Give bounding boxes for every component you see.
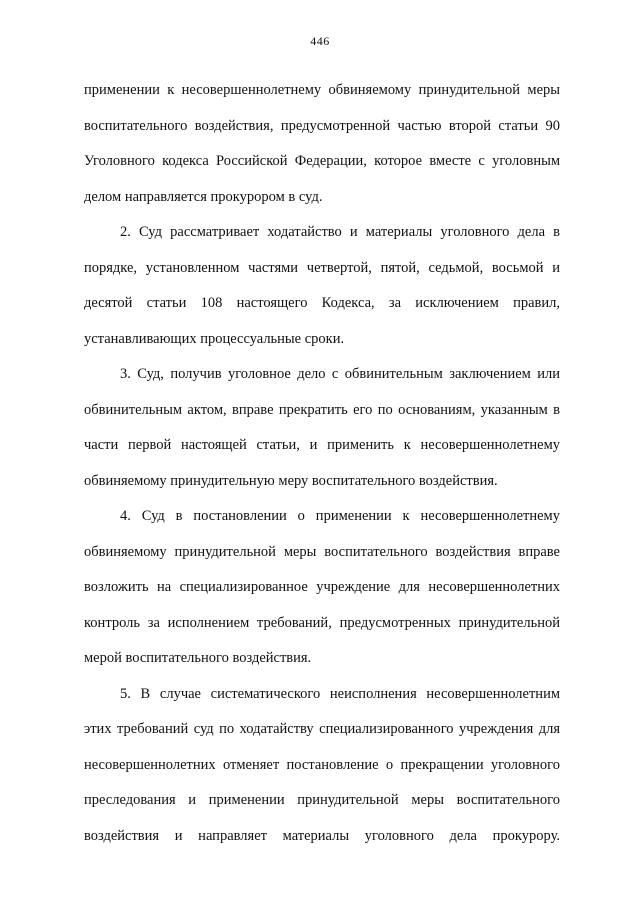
text-line: 5. В случае систематического неисполнения несовершеннолетним bbox=[120, 685, 560, 702]
text-line: 4. Суд в постановлении о применении к несовершеннолетнему bbox=[120, 508, 560, 524]
text-line: обвиняемому принудительную меру воспитательного воздействия. bbox=[84, 472, 498, 489]
text-line: воспитательного воздействия, предусмотренной частью второй статьи 90 bbox=[84, 117, 560, 134]
text-line: порядке, установленном частями четвертой, пятой, седьмой, восьмой и bbox=[84, 259, 560, 276]
text-line: преследования и применении принудительной меры воспитательного bbox=[84, 792, 560, 808]
text-line: 2. Суд рассматривает ходатайство и материалы уголовного дела в bbox=[120, 224, 560, 240]
text-line: 3. Суд, получив уголовное дело с обвинительным заключением или bbox=[120, 366, 560, 382]
text-line: обвинительным актом, вправе прекратить его по основаниям, указанным в bbox=[84, 401, 560, 418]
text-line: несовершеннолетних отменяет постановление о прекращении уголовного bbox=[84, 756, 560, 773]
text-line: Уголовного кодекса Российской Федерации, которое вместе с уголовным bbox=[84, 153, 560, 169]
text-line: применении к несовершеннолетнему обвиняемому принудительной меры bbox=[84, 82, 560, 98]
text-line: десятой статьи 108 настоящего Кодекса, за исключением правил, bbox=[84, 295, 560, 311]
text-line: контроль за исполнением требований, предусмотренных принудительной bbox=[84, 614, 560, 631]
document-body bbox=[84, 73, 560, 854]
text-line: делом направляется прокурором в суд. bbox=[84, 188, 323, 205]
text-line: устанавливающих процессуальные сроки. bbox=[84, 330, 345, 347]
text-line: мерой воспитательного воздействия. bbox=[84, 650, 312, 666]
page-number: 446 bbox=[310, 34, 330, 48]
text-line: обвиняемому принудительной меры воспитательного воздействия вправе bbox=[84, 543, 560, 560]
text-line: этих требований суд по ходатайству специализированного учреждения для bbox=[84, 721, 560, 737]
text-line: возложить на специализированное учреждение для несовершеннолетних bbox=[84, 579, 560, 595]
text-line: части первой настоящей статьи, и применить к несовершеннолетнему bbox=[84, 437, 560, 453]
text-line: воздействия и направляет материалы уголовного дела прокурору. bbox=[84, 827, 560, 844]
